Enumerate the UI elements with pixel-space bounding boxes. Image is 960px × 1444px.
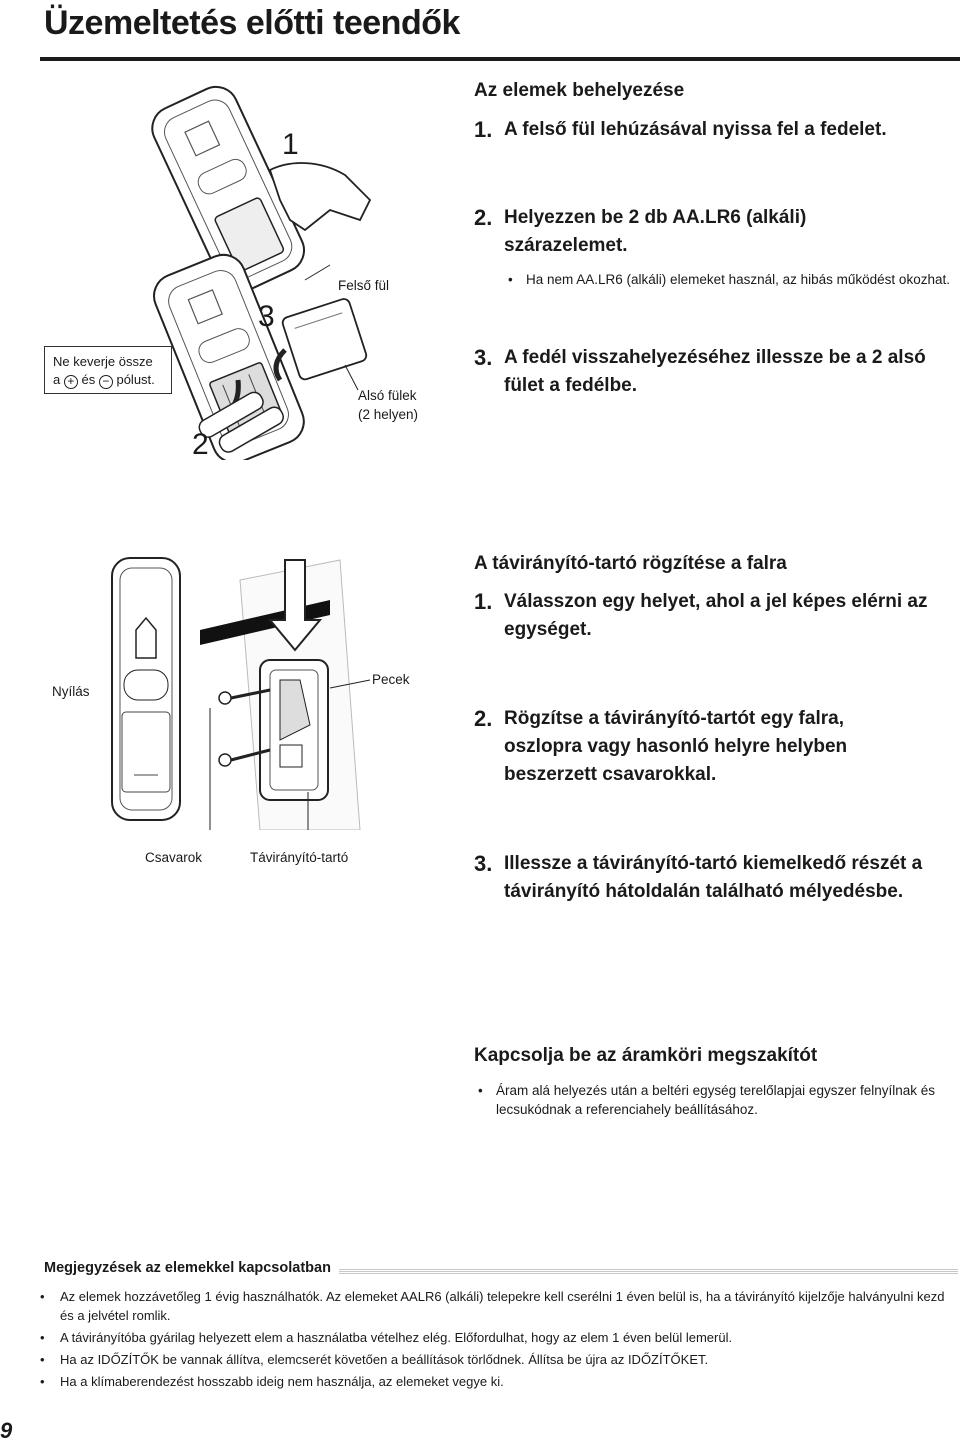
battery-step-3: 3. A fedél visszahelyezéséhez illessze be a 2 alsó fület a fedélbe.	[474, 345, 926, 396]
label-bottom-tabs: Alsó fülek	[358, 388, 417, 403]
notes-list	[40, 1287, 950, 1391]
note-item: • Ha az IDŐZÍTŐK be vannak állítva, elemcserét követően a beállítások törlődnek. Állítsa be újra az IDŐZÍTŐKET.	[40, 1352, 709, 1367]
label-opening: Nyílás	[52, 684, 90, 699]
label-pegs: Pecek	[372, 672, 410, 687]
label-holder: Távirányító-tartó	[250, 850, 349, 865]
breaker-bullet: • Áram alá helyezés után a beltéri egység terelőlapjai egyszer felnyílnak és lecsukódnak a referenciahely beállításához.	[478, 1081, 936, 1119]
page-title: Üzemeltetés előtti teendők	[44, 4, 460, 42]
battery-step-1: 1. A felső fül lehúzásával nyissa fel a fedelet.	[474, 117, 887, 142]
holder-illustration	[100, 540, 380, 830]
holder-step-3: 3. Illessze a távirányító-tartó kiemelkedő részét a távirányító hátoldalán található mélyedésbe.	[474, 851, 923, 902]
bullet-dot-icon: •	[40, 1289, 45, 1304]
label-bottom-tabs-count: (2 helyen)	[358, 407, 419, 422]
polarity-note-line-2: a + és − pólust.	[53, 372, 155, 388]
polarity-note	[44, 346, 172, 394]
plus-circle-icon: +	[64, 375, 78, 389]
figure-number-3: 3	[258, 300, 275, 333]
bullet-dot-icon: •	[40, 1352, 45, 1367]
notes-heading: Megjegyzések az elemekkel kapcsolatban	[44, 1260, 339, 1276]
battery-illustration	[130, 80, 380, 460]
battery-bullet: • Ha nem AA.LR6 (alkáli) elemeket használ, az hibás működést okozhat.	[508, 270, 960, 289]
bullet-dot-icon: •	[40, 1330, 45, 1345]
breaker-section-heading: Kapcsolja be az áramköri megszakítót	[474, 1045, 818, 1066]
note-item: • Ha a klímaberendezést hosszabb ideig nem használja, az elemeket vegye ki.	[40, 1374, 504, 1389]
figure-number-2: 2	[192, 428, 209, 461]
title-rule	[40, 57, 960, 61]
remote-back-illustration	[112, 558, 210, 820]
note-item: • A távirányítóba gyárilag helyezett elem a használatba vételhez elég. Előfordulhat, hogy az elem 1 éven belül lemerül.	[40, 1330, 733, 1345]
notes-rule	[338, 1269, 958, 1274]
note-item: • Az elemek hozzávetőleg 1 évig használhatók. Az elemeket AALR6 (alkáli) telepekre kell cserélni 1 éven belül is, ha a távirányító kijelzője halványulni kezd és a jelvétel romlik.	[40, 1289, 945, 1323]
holder-step-2: 2. Rögzítse a távirányító-tartót egy falra, oszlopra vagy hasonló helyre helyben beszerzett csavarokkal.	[474, 706, 848, 785]
minus-circle-icon: −	[99, 375, 113, 389]
bullet-dot-icon: •	[40, 1374, 45, 1389]
battery-step-2: 2. Helyezzen be 2 db AA.LR6 (alkáli) szárazelemet.	[474, 205, 807, 256]
polarity-note-line-1: Ne keverje össze	[53, 354, 153, 369]
figure-number-1: 1	[282, 128, 299, 161]
page-number: 9	[0, 1418, 13, 1443]
label-top-tab: Felső fül	[338, 278, 390, 293]
holder-step-1: 1. Válasszon egy helyet, ahol a jel képes elérni az egységet.	[474, 589, 928, 640]
label-screws: Csavarok	[145, 850, 203, 865]
holder-section-heading: A távirányító-tartó rögzítése a falra	[474, 553, 787, 574]
battery-cover	[281, 297, 368, 380]
battery-section-heading: Az elemek behelyezése	[474, 80, 685, 101]
